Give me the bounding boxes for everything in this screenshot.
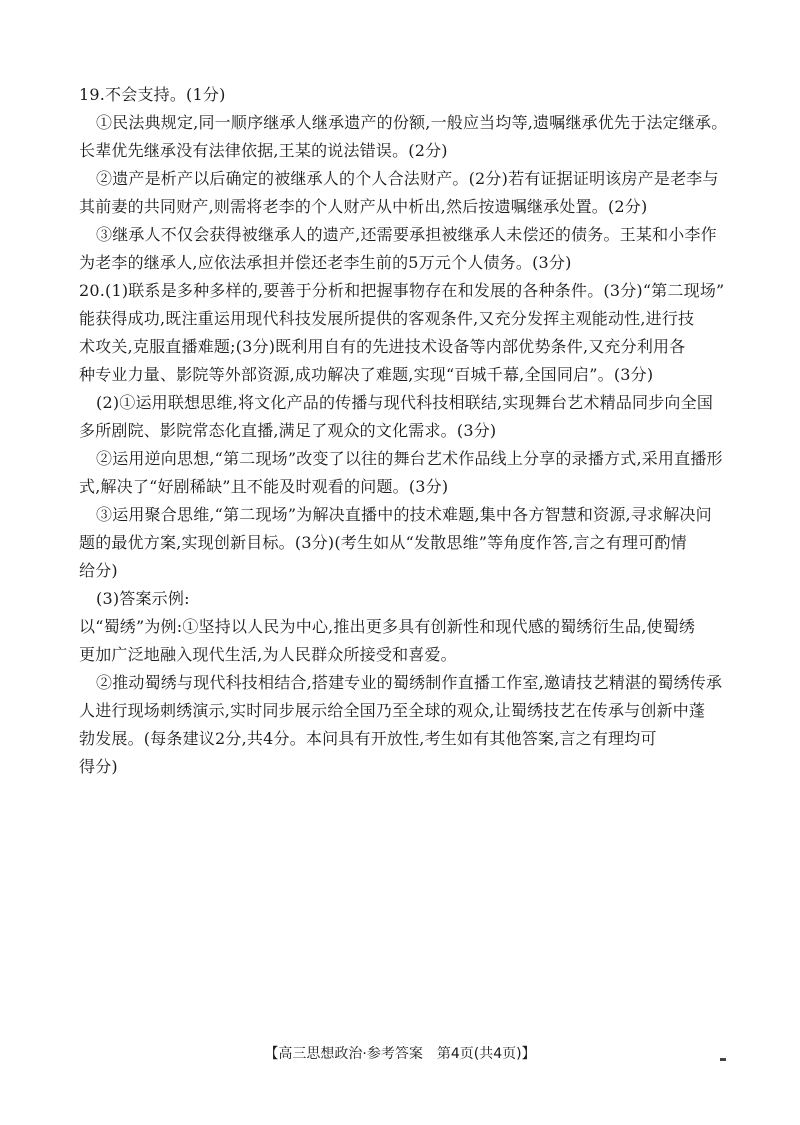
text-line: 种专业力量、影院等外部资源,成功解决了难题,实现“百城千幕,全国同启”。(3分) [79,365,654,384]
text-line: (2)①运用联想思维,将文化产品的传播与现代科技相联结,实现舞台艺术精品同步向全国 [96,393,714,412]
text-line: 式,解决了“好剧稀缺”且不能及时观看的问题。(3分) [79,477,449,496]
text-line: 以“蜀绣”为例:①坚持以人民为中心,推出更多具有创新性和现代感的蜀绣衍生品,使蜀绣 [79,617,696,636]
scan-mark [720,1058,726,1061]
text-line: 得分) [79,757,118,776]
text-line: 19.不会支持。(1分) [79,85,226,104]
text-line: 为老李的继承人,应依法承担并偿还老李生前的5万元个人债务。(3分) [79,253,572,272]
page-footer: 【高三思想政治·参考答案 第4页(共4页)】 [264,1046,536,1062]
text-line: 术攻关,克服直播难题;(3分)既利用自有的先进技术设备等内部优势条件,又充分利用各 [79,337,686,356]
text-line: 20.(1)联系是多种多样的,要善于分析和把握事物存在和发展的各种条件。(3分)“第二现场” [79,281,725,300]
text-line: 更加广泛地融入现代生活,为人民群众所接受和喜爱。 [79,645,457,664]
text-line: ②推动蜀绣与现代科技相结合,搭建专业的蜀绣制作直播工作室,邀请技艺精湛的蜀绣传承 [96,673,723,692]
text-line: 多所剧院、影院常态化直播,满足了观众的文化需求。(3分) [79,421,497,440]
text-line: ②运用逆向思想,“第二现场”改变了以往的舞台艺术作品线上分享的录播方式,采用直播形 [96,449,723,468]
text-line: 题的最优方案,实现创新目标。(3分)(考生如从“发散思维”等角度作答,言之有理可酌情 [79,533,687,552]
text-line: 长辈优先继承没有法律依据,王某的说法错误。(2分) [79,141,448,160]
text-line: 勃发展。(每条建议2分,共4分。本问具有开放性,考生如有其他答案,言之有理均可 [79,729,657,748]
text-line: ①民法典规定,同一顺序继承人继承遗产的份额,一般应当均等,遗嘱继承优先于法定继承。 [96,113,728,132]
text-line: ③运用聚合思维,“第二现场”为解决直播中的技术难题,集中各方智慧和资源,寻求解决问 [96,505,712,524]
text-line: 人进行现场刺绣演示,实时同步展示给全国乃至全球的观众,让蜀绣技艺在传承与创新中蓬 [79,701,706,720]
text-line: ③继承人不仅会获得被继承人的遗产,还需要承担被继承人未偿还的债务。王某和小李作 [96,225,717,244]
text-line: 其前妻的共同财产,则需将老李的个人财产从中析出,然后按遗嘱继承处置。(2分) [79,197,648,216]
text-line: ②遗产是析产以后确定的被继承人的个人合法财产。(2分)若有证据证明该房产是老李与 [96,169,719,188]
text-line: (3)答案示例: [96,589,190,608]
text-line: 能获得成功,既注重运用现代科技发展所提供的客观条件,又充分发挥主观能动性,进行技 [79,309,695,328]
text-line: 给分) [79,561,118,580]
